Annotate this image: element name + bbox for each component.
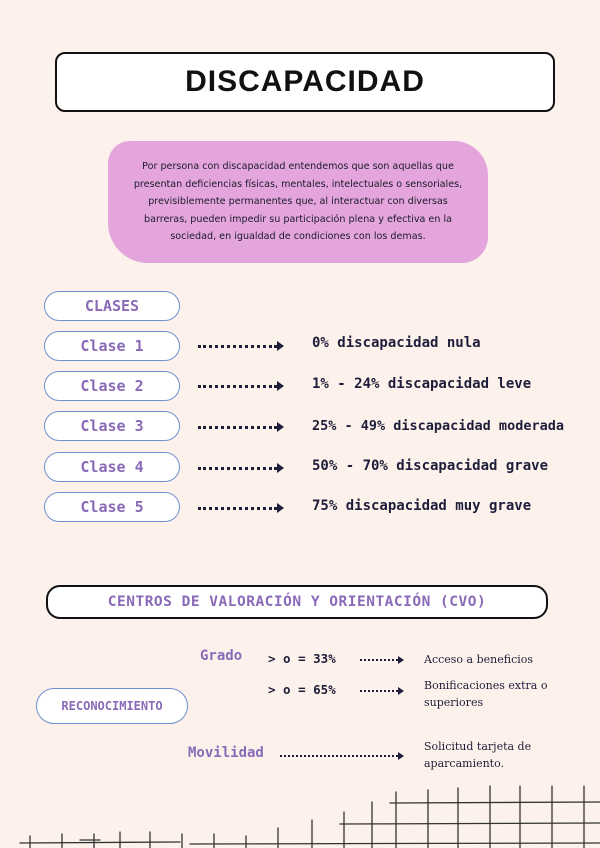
clase-1-arrow-icon <box>198 339 284 353</box>
decorative-grid <box>0 780 600 848</box>
clase-4-arrow-icon <box>198 461 284 475</box>
grado-result-1: Acceso a beneficios <box>424 653 534 666</box>
clase-1-pill: Clase 1 <box>44 331 180 361</box>
movilidad-result: Solicitud tarjeta de aparcamiento. <box>424 740 532 770</box>
clase-2-range: 1% - 24% discapacidad leve <box>312 376 532 392</box>
clase-3-pill: Clase 3 <box>44 411 180 441</box>
reconocimiento-pill: RECONOCIMIENTO <box>36 688 188 724</box>
clase-1-range: 0% discapacidad nula <box>312 335 481 351</box>
cvo-header-box <box>46 585 548 619</box>
definition-box <box>108 141 488 263</box>
clase-2-pill: Clase 2 <box>44 371 180 401</box>
title-box <box>55 52 555 112</box>
grado-label: Grado <box>200 648 243 664</box>
clase-4-range: 50% - 70% discapacidad grave <box>312 458 549 474</box>
clase-3-arrow-icon <box>198 420 284 434</box>
cvo-title: CENTROS DE VALORACIÓN Y ORIENTACIÓN (CVO) <box>107 594 487 610</box>
grado-2-arrow-icon <box>360 685 404 697</box>
clases-header: CLASES <box>44 291 180 321</box>
grado-result-2: Bonificaciones extra o superiores <box>424 679 548 709</box>
grado-1-arrow-icon <box>360 654 404 666</box>
clase-5-range: 75% discapacidad muy grave <box>312 498 532 514</box>
clase-3-range: 25% - 49% discapacidad moderada <box>312 418 564 434</box>
grado-condition-1: > o = 33% <box>268 651 336 666</box>
movilidad-label: Movilidad <box>188 745 264 761</box>
clase-2-arrow-icon <box>198 379 284 393</box>
definition-text: Por persona con discapacidad entendemos que son aquellas que presentan deficiencias físicas, mentales, intelectuales o sensoriales, previsiblemente permanentes que, al interactuar con diversas barreras, pueden impedir su participación plena y efectiva en la sociedad, en igualdad de condiciones con los demas. <box>133 161 463 243</box>
clase-5-pill: Clase 5 <box>44 492 180 522</box>
movilidad-arrow-icon <box>280 750 404 762</box>
grado-condition-2: > o = 65% <box>268 682 336 697</box>
clase-5-arrow-icon <box>198 501 284 515</box>
page-title: DISCAPACIDAD <box>185 65 425 98</box>
clase-4-pill: Clase 4 <box>44 452 180 482</box>
